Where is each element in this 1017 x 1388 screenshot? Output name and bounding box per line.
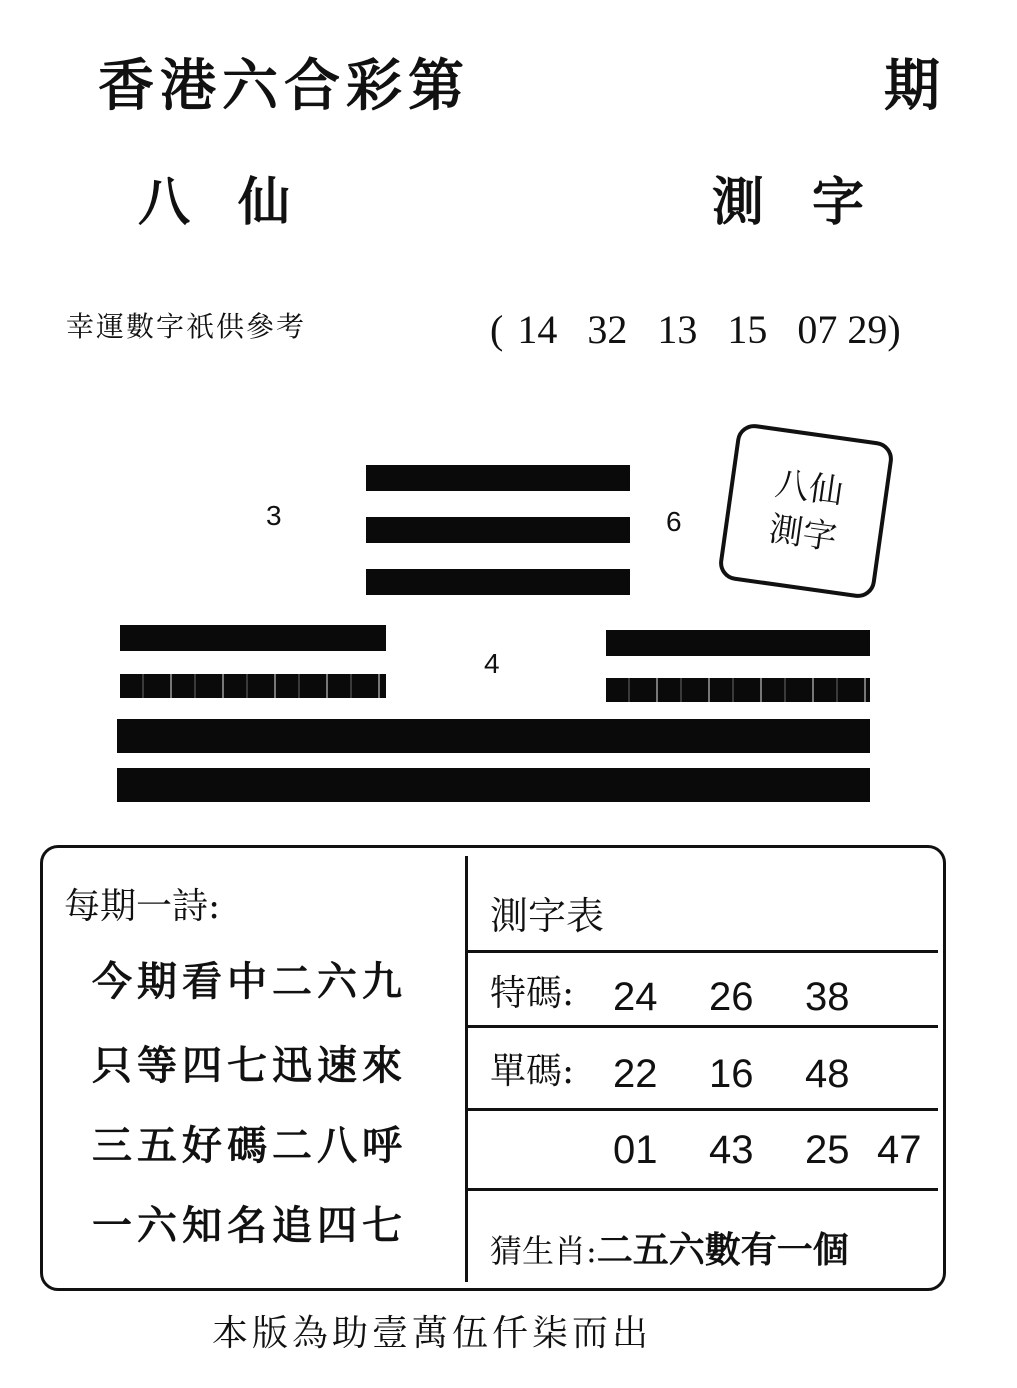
number-cell: 48 — [805, 1052, 850, 1096]
number-cell: 24 — [613, 975, 658, 1019]
trigram-bar — [606, 630, 870, 656]
long-bar — [117, 768, 870, 802]
number-cell: 25 — [805, 1128, 850, 1172]
poem-line: 只等四七迅速來 — [92, 1042, 407, 1089]
lucky-numbers-label: 幸運數字祇供參考 — [66, 310, 307, 343]
seal-stamp — [717, 422, 895, 600]
poem-line: 今期看中二六九 — [92, 958, 407, 1005]
guess-answer: 二五六數有一個 — [596, 1229, 849, 1271]
special-numbers — [613, 975, 901, 1020]
left-digit: 3 — [266, 500, 282, 531]
single-numbers — [613, 1052, 901, 1097]
lucky-number: 29 — [847, 307, 888, 352]
divider — [468, 950, 938, 953]
poem-line: 一六知名追四七 — [92, 1202, 407, 1249]
poem-line: 三五好碼二八呼 — [92, 1122, 407, 1169]
lucky-number: 32 — [587, 307, 628, 352]
divider — [468, 1108, 938, 1111]
lucky-numbers — [490, 306, 901, 353]
number-cell: 26 — [709, 975, 754, 1019]
trigram-bar — [606, 678, 870, 702]
long-bar — [117, 719, 870, 753]
number-cell: 47 — [877, 1128, 922, 1172]
lucky-number: 07 — [797, 307, 838, 352]
trigram-bar — [366, 465, 630, 491]
header-title: 香港六合彩第 — [98, 53, 470, 119]
guess-label: 猜生肖: — [490, 1232, 597, 1270]
close-paren: ) — [887, 307, 901, 352]
trigram-bar — [120, 625, 386, 651]
number-cell: 43 — [709, 1128, 754, 1172]
trigram-bar — [120, 674, 386, 698]
divider — [468, 1188, 938, 1191]
subtitle-left: 八仙 — [138, 172, 339, 233]
number-cell: 01 — [613, 1128, 658, 1172]
lucky-number: 13 — [657, 307, 698, 352]
stamp-line: 測字 — [766, 509, 840, 559]
divider — [465, 856, 468, 1282]
table-title: 測字表 — [490, 894, 605, 938]
footer-note: 本版為助壹萬伍仟柒而出 — [212, 1313, 653, 1354]
guess-zodiac — [490, 1222, 849, 1273]
divider — [468, 1025, 938, 1028]
number-cell: 16 — [709, 1052, 754, 1096]
number-cell: 22 — [613, 1052, 658, 1096]
trigram-bar — [366, 517, 630, 543]
trigram-bar — [366, 569, 630, 595]
header-period-label: 期 — [884, 53, 940, 119]
extra-numbers — [613, 1128, 937, 1173]
middle-digit: 4 — [484, 648, 500, 679]
stamp-line: 八仙 — [772, 463, 846, 513]
open-paren: ( — [490, 307, 504, 352]
subtitle-right: 測字 — [712, 172, 913, 233]
lucky-number: 15 — [727, 307, 768, 352]
lucky-number: 14 — [517, 307, 558, 352]
poem-title: 每期一詩: — [64, 886, 221, 927]
single-label: 單碼: — [490, 1051, 575, 1092]
right-digit: 6 — [666, 506, 682, 537]
special-label: 特碼: — [490, 973, 575, 1014]
number-cell: 38 — [805, 975, 850, 1019]
